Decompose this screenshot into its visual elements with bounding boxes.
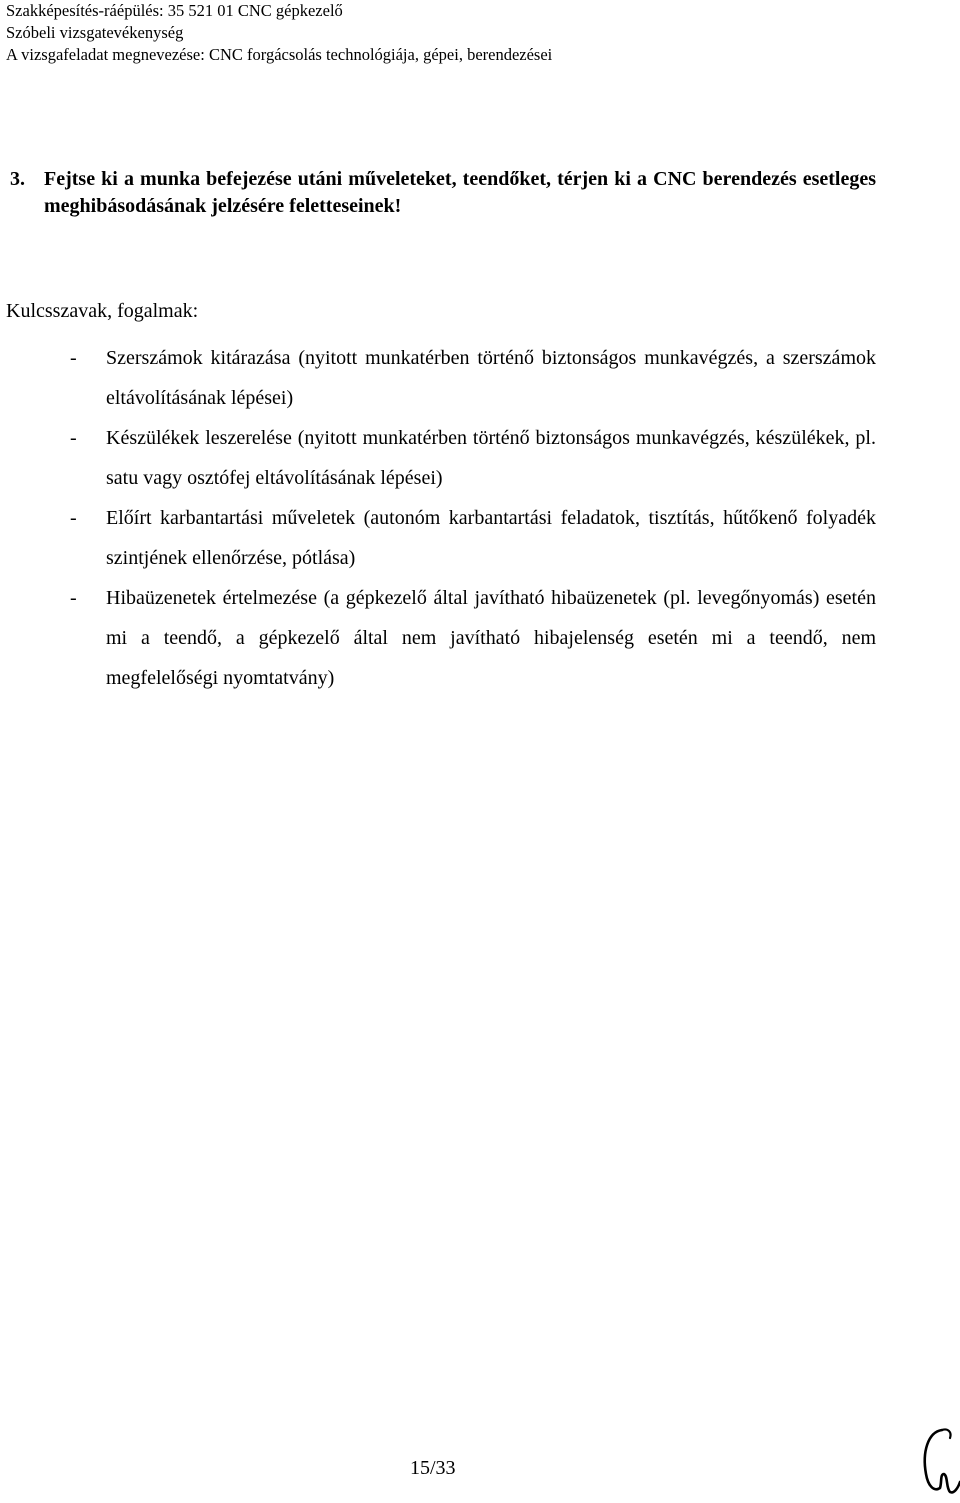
list-item — [70, 498, 876, 578]
list-item-text: Hibaüzenetek értelmezése (a gépkezelő által javítható hibaüzenetek (pl. levegőnyomás) esetén mi a teendő, a gépkezelő által nem javítható hibajelenség esetén mi a teendő, nem megfelelőségi nyomtatvány) — [106, 587, 876, 689]
list-dash: - — [70, 427, 77, 449]
list-item — [70, 418, 876, 498]
signature-icon — [918, 1422, 960, 1500]
question-block — [10, 166, 876, 220]
list-item-text: Előírt karbantartási műveletek (autonóm karbantartási feladatok, tisztítás, hűtőkenő folyadék szintjének ellenőrzése, pótlása) — [106, 507, 876, 569]
list-dash: - — [70, 587, 77, 609]
list-item-text: Szerszámok kitárazása (nyitott munkatérben történő biztonságos munkavégzés, a szerszámok eltávolításának lépései) — [106, 347, 876, 409]
keywords-list — [70, 338, 876, 698]
page-number: 15/33 — [410, 1457, 456, 1479]
list-dash: - — [70, 347, 77, 369]
header-exam-task-name: A vizsgafeladat megnevezése: CNC forgácsolás technológiája, gépei, berendezései — [6, 45, 553, 64]
question-text: Fejtse ki a munka befejezése utáni műveleteket, teendőket, térjen ki a CNC berendezés esetleges meghibásodásának jelzésére feletteseinek! — [44, 168, 876, 217]
list-item-text: Készülékek leszerelése (nyitott munkatérben történő biztonságos munkavégzés, készülékek, pl. satu vagy osztófej eltávolításának lépései) — [106, 427, 876, 489]
header-exam-activity: Szóbeli vizsgatevékenység — [6, 23, 184, 42]
list-item — [70, 338, 876, 418]
document-header — [6, 0, 552, 66]
list-item — [70, 578, 876, 698]
list-dash: - — [70, 507, 77, 529]
keywords-heading: Kulcsszavak, fogalmak: — [6, 300, 199, 322]
header-qualification: Szakképesítés-ráépülés: 35 521 01 CNC gépkezelő — [6, 1, 343, 20]
question-number: 3. — [10, 168, 25, 190]
